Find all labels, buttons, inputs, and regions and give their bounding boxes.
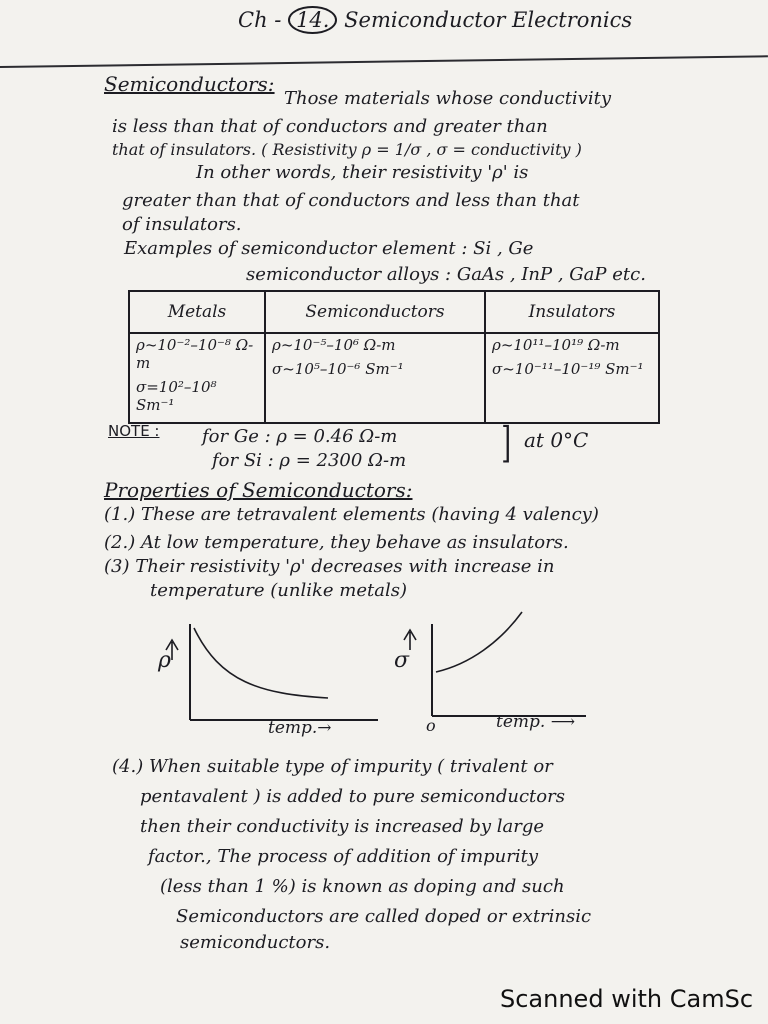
conductivity-x-label: temp. ⟶	[496, 712, 576, 732]
resistivity-y-label: ρ	[158, 648, 171, 673]
insulators-conductivity: σ~10⁻¹¹–10⁻¹⁹ Sm⁻¹	[492, 360, 644, 378]
note-condition: at 0°C	[524, 428, 589, 452]
comparison-table	[128, 290, 660, 424]
property-item-4-line-1: (4.) When suitable type of impurity ( trivalent or	[112, 756, 553, 777]
chapter-number: 14.	[288, 6, 337, 34]
metals-resistivity: ρ~10⁻²–10⁻⁸ Ω-m	[136, 336, 254, 372]
property-item-1: (1.) These are tetravalent elements (having 4 valency)	[104, 504, 599, 525]
table-cell	[485, 333, 659, 416]
table-header-semiconductors: Semiconductors	[265, 291, 485, 333]
property-item-4-line-6: Semiconductors are called doped or extrinsic	[176, 906, 592, 927]
property-item-4-line-4: factor., The process of addition of impurity	[148, 846, 539, 867]
y-arrow-icon	[404, 630, 416, 650]
table-row	[129, 333, 659, 416]
resistivity-x-label: temp.→	[268, 718, 332, 738]
note-brace: ]	[501, 418, 512, 467]
definition-line-5: greater than that of conductors and less than that	[122, 190, 580, 211]
property-item-4-line-5: (less than 1 %) is known as doping and such	[160, 876, 565, 897]
conductivity-y-label: σ	[394, 648, 410, 673]
conductivity-origin: o	[426, 716, 436, 735]
note-label: NOTE :	[108, 422, 160, 440]
conductivity-curve	[436, 612, 522, 672]
table-cell	[129, 333, 265, 416]
insulators-resistivity: ρ~10¹¹–10¹⁹ Ω-m	[492, 336, 620, 354]
metals-conductivity: σ=10²–10⁸ Sm⁻¹	[136, 378, 217, 414]
note-ge: for Ge : ρ = 0.46 Ω-m	[202, 426, 398, 447]
page-title	[238, 6, 632, 34]
property-item-4-line-3: then their conductivity is increased by large	[140, 816, 545, 837]
scanner-watermark: Scanned with CamSc	[500, 985, 754, 1013]
top-rule	[0, 55, 768, 68]
property-item-4-line-2: pentavalent ) is added to pure semiconductors	[140, 786, 565, 807]
property-item-2: (2.) At low temperature, they behave as insulators.	[104, 532, 569, 553]
definition-line-6: of insulators.	[122, 214, 242, 235]
chapter-title: Semiconductor Electronics	[344, 8, 633, 32]
properties-heading: Properties of Semiconductors:	[104, 478, 413, 502]
property-item-3-cont: temperature (unlike metals)	[150, 580, 407, 601]
definition-line-4: In other words, their resistivity 'ρ' is	[196, 162, 529, 183]
definition-line-3: that of insulators. ( Resistivity ρ = 1/σ , σ = conductivity )	[112, 140, 582, 159]
definition-line-2: is less than that of conductors and greater than	[112, 116, 548, 137]
property-item-3: (3) Their resistivity 'ρ' decreases with increase in	[104, 556, 555, 577]
semiconductors-conductivity: σ~10⁵–10⁻⁶ Sm⁻¹	[272, 360, 404, 378]
property-item-4-line-7: semiconductors.	[180, 932, 331, 953]
resistivity-curve	[194, 628, 328, 698]
chapter-prefix: Ch -	[238, 8, 282, 32]
table-cell	[265, 333, 485, 416]
examples-element-line: Examples of semiconductor element : Si , Ge	[124, 238, 534, 259]
examples-alloy-line: semiconductor alloys : GaAs , InP , GaP etc.	[246, 264, 646, 285]
semiconductors-resistivity: ρ~10⁻⁵–10⁶ Ω-m	[272, 336, 396, 354]
table-header-insulators: Insulators	[485, 291, 659, 333]
note-si: for Si : ρ = 2300 Ω-m	[212, 450, 407, 471]
semiconductors-heading: Semiconductors:	[104, 72, 275, 96]
definition-line-1: Those materials whose conductivity	[284, 88, 612, 109]
table-header-row	[129, 291, 659, 333]
table-header-metals: Metals	[129, 291, 265, 333]
